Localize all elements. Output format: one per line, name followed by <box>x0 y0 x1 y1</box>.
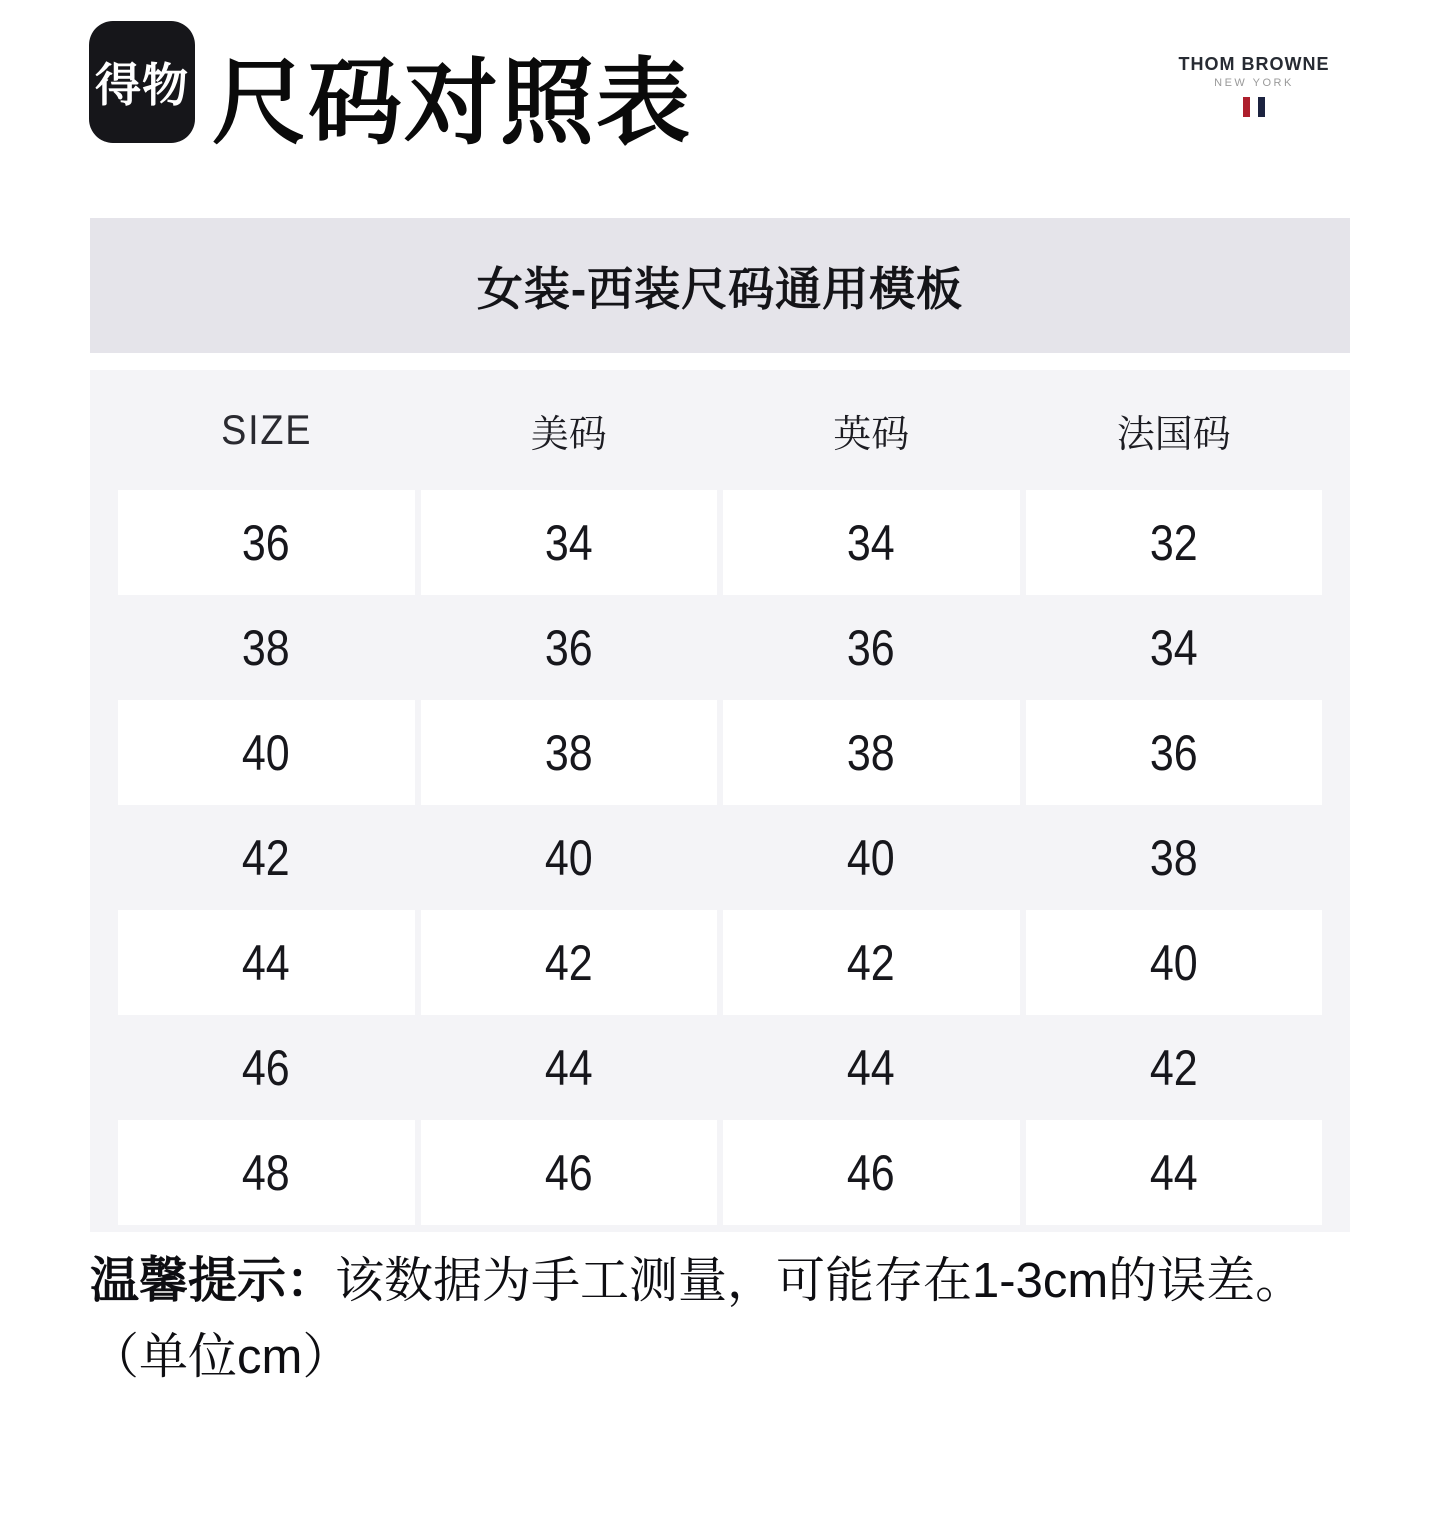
size-cell: 38 <box>242 619 291 676</box>
table-row <box>118 490 1322 595</box>
brand-name: THOM BROWNE <box>1178 54 1330 74</box>
size-cell: 42 <box>242 829 291 886</box>
size-cell: 46 <box>242 1039 291 1096</box>
table-row <box>118 1120 1322 1225</box>
table-row <box>118 805 1322 910</box>
table-row <box>118 1015 1322 1120</box>
size-cell: 34 <box>421 490 718 595</box>
size-cell: 34 <box>1149 619 1198 676</box>
brand-logo <box>1178 54 1330 117</box>
column-header-size: SIZE <box>220 406 312 453</box>
size-cell: 48 <box>118 1120 415 1225</box>
size-cell: 34 <box>723 490 1020 595</box>
brand-stripes <box>1243 97 1265 117</box>
size-cell: 38 <box>1149 829 1198 886</box>
size-cell: 36 <box>544 619 593 676</box>
size-cell: 44 <box>1026 1120 1323 1225</box>
tip-text: 该数据为手工测量，可能存在1-3cm的误差。 <box>335 1254 1305 1308</box>
size-cell: 42 <box>723 910 1020 1015</box>
size-cell: 46 <box>723 1120 1020 1225</box>
table-header-row <box>118 370 1322 490</box>
size-cell: 44 <box>847 1039 896 1096</box>
brand-stripe-navy-icon <box>1258 97 1265 117</box>
size-cell: 46 <box>421 1120 718 1225</box>
size-cell: 44 <box>544 1039 593 1096</box>
column-header-us: 美码 <box>530 413 607 456</box>
table-row <box>118 700 1322 805</box>
brand-stripe-red-icon <box>1243 97 1250 117</box>
column-header-uk: 英码 <box>833 413 910 456</box>
table-row <box>118 910 1322 1015</box>
tip-label: 温馨提示： <box>90 1254 336 1308</box>
size-cell: 40 <box>544 829 593 886</box>
brand-subtitle: NEW YORK <box>1214 77 1294 89</box>
dewu-logo <box>89 21 195 143</box>
size-cell: 42 <box>421 910 718 1015</box>
size-cell: 44 <box>118 910 415 1015</box>
page-title: 尺码对照表 <box>212 50 693 155</box>
table-row <box>118 595 1322 700</box>
size-cell: 40 <box>1026 910 1323 1015</box>
size-cell: 38 <box>723 700 1020 805</box>
unit-note: （单位cm） <box>90 1330 352 1384</box>
size-cell: 40 <box>847 829 896 886</box>
size-cell: 36 <box>1026 700 1323 805</box>
template-banner <box>90 218 1350 353</box>
size-cell: 36 <box>118 490 415 595</box>
banner-title: 女装-西装尺码通用模板 <box>476 262 964 315</box>
size-cell: 42 <box>1149 1039 1198 1096</box>
size-cell: 32 <box>1026 490 1323 595</box>
size-table <box>90 370 1350 1232</box>
size-cell: 36 <box>847 619 896 676</box>
column-header-fr: 法国码 <box>1116 413 1231 456</box>
size-cell: 40 <box>118 700 415 805</box>
tip-note <box>90 1243 1390 1395</box>
size-cell: 38 <box>421 700 718 805</box>
dewu-logo-text: 得物 <box>95 59 189 111</box>
